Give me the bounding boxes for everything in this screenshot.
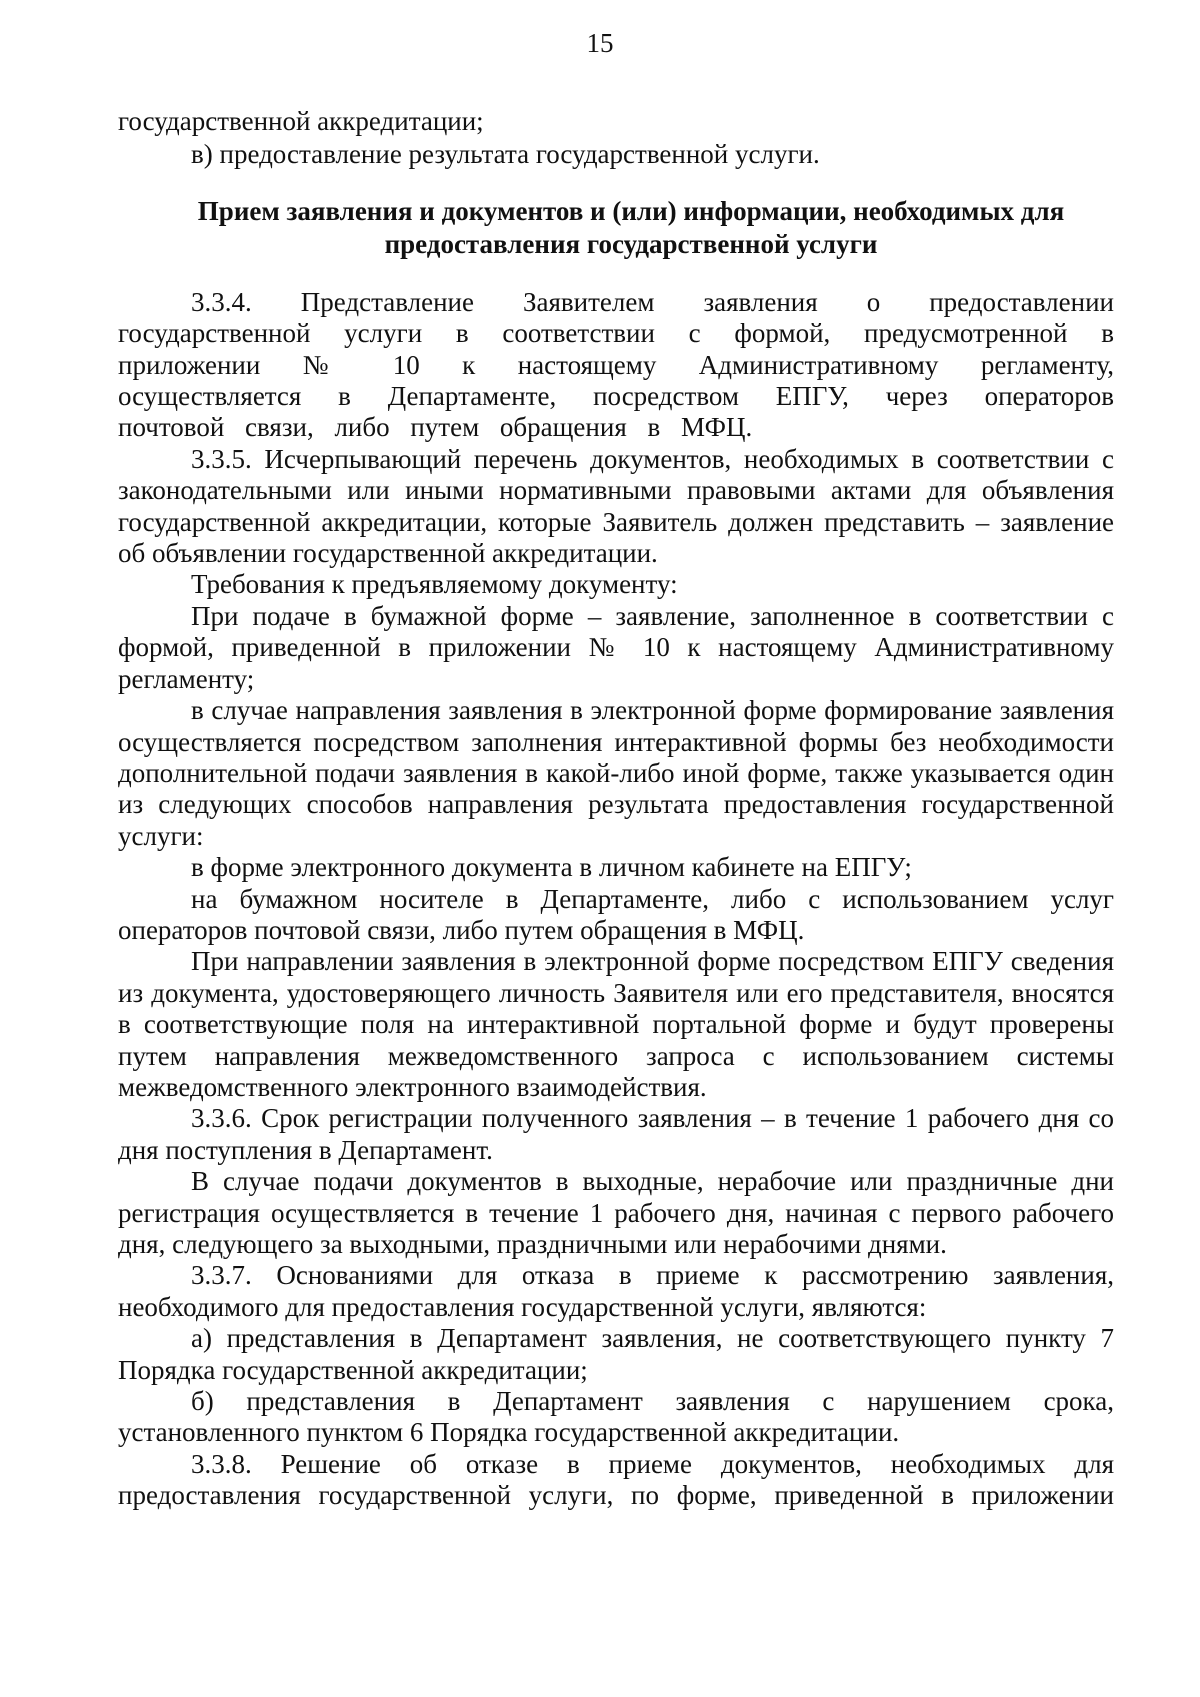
paragraph-3-3-8: 3.3.8. Решение об отказе в приеме документов, необходимых для предоставления государственной услуги, по форме, приведенной в приложении bbox=[118, 1448, 1114, 1511]
paragraph-3-3-4: 3.3.4. Представление Заявителем заявления о предоставлении государственной услуги в соответствии с формой, предусмотренной в приложении № 10 к настоящему Административному регламенту, осуществляется в Департаменте, посредством ЕПГУ, через операторов почтовой связи, либо путем обращения в МФЦ. bbox=[118, 286, 1114, 443]
paragraph: в случае направления заявления в электронной форме формирование заявления осуществляется посредством заполнения интерактивной формы без необходимости дополнительной подачи заявления в какой-либо иной форме, также указывается один из следующих способов направления результата предоставления государственной услуги: bbox=[118, 695, 1114, 851]
paragraph: В случае подачи документов в выходные, нерабочие или праздничные дни регистрация осуществляется в течение 1 рабочего дня, начиная с первого рабочего дня, следующего за выходными, праздничными или нерабочими днями. bbox=[118, 1166, 1114, 1259]
paragraph: б) представления в Департамент заявления с нарушением срока, установленного пунктом 6 Порядка государственной аккредитации. bbox=[118, 1386, 1114, 1448]
paragraph-3-3-7: 3.3.7. Основаниями для отказа в приеме к рассмотрению заявления, необходимого для предоставления государственной услуги, являются: bbox=[118, 1260, 1114, 1322]
paragraph: Требования к предъявляемому документу: bbox=[191, 569, 678, 600]
paragraph-3-3-6: 3.3.6. Срок регистрации полученного заявления – в течение 1 рабочего дня со дня поступления в Департамент. bbox=[118, 1103, 1114, 1165]
text-line: в) предоставление результата государственной услуги. bbox=[191, 139, 820, 170]
section-heading: Прием заявления и документов и (или) информации, необходимых для предоставления государственной услуги bbox=[197, 195, 1065, 259]
text-line: государственной аккредитации; bbox=[118, 106, 484, 136]
paragraph-3-3-5: 3.3.5. Исчерпывающий перечень документов, необходимых в соответствии с законодательными или иными нормативными правовыми актами для объявления государственной аккредитации, которые Заявитель должен представить – заявление об объявлении государственной аккредитации. bbox=[118, 443, 1114, 569]
paragraph: на бумажном носителе в Департаменте, либо с использованием услуг операторов почтовой связи, либо путем обращения в МФЦ. bbox=[118, 883, 1114, 945]
page-number: 15 bbox=[586, 28, 614, 58]
paragraph: в форме электронного документа в личном кабинете на ЕПГУ; bbox=[191, 852, 912, 883]
paragraph: а) представления в Департамент заявления, не соответствующего пункту 7 Порядка государственной аккредитации; bbox=[118, 1323, 1114, 1385]
document-body bbox=[118, 106, 1114, 1512]
paragraph: При подаче в бумажной форме – заявление, заполненное в соответствии с формой, приведенной в приложении № 10 к настоящему Административному регламенту; bbox=[118, 600, 1114, 694]
paragraph: При направлении заявления в электронной форме посредством ЕПГУ сведения из документа, удостоверяющего личность Заявителя или его представителя, вносятся в соответствующие поля на интерактивной портальной форме и будут проверены путем направления межведомственного запроса с использованием системы межведомственного электронного взаимодействия. bbox=[118, 946, 1114, 1102]
